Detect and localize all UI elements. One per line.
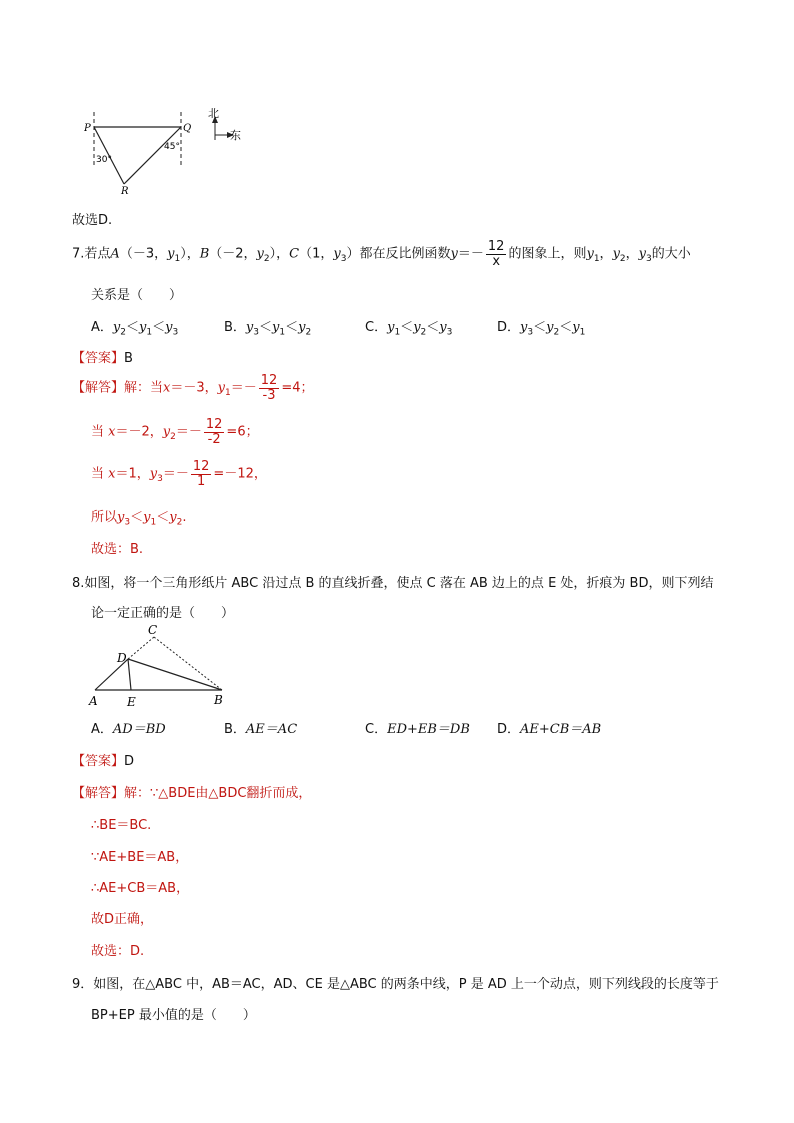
q7-stem-part2: 都在反比例函数 bbox=[359, 246, 451, 262]
q7-stem-line2: 关系是（ ） bbox=[91, 288, 183, 303]
q7-option-d: D．$y_3<y_2<y_1$ bbox=[497, 320, 586, 338]
q8-solution-line3: ∵AE+BE＝AB， bbox=[91, 850, 189, 865]
label-c: C bbox=[148, 623, 158, 637]
segment-de bbox=[128, 659, 131, 690]
q7-number: 7. bbox=[72, 246, 85, 262]
q7-option-b: B．$y_3<y_1<y_2$ bbox=[224, 320, 312, 338]
q7-stem-part1: 若点 bbox=[84, 246, 111, 262]
q7-answer bbox=[72, 347, 133, 366]
q7-stem-part3: 的图象上，则 bbox=[508, 246, 587, 262]
angle-right-label: 45° bbox=[164, 142, 180, 152]
label-r: R bbox=[121, 186, 129, 197]
label-q: Q bbox=[183, 123, 192, 134]
q7-solution-line2: 当 x＝－2，$y_2=-$ $\frac{12}{-2}$ =6； bbox=[91, 417, 259, 447]
q8-solution-line5: 故D正确， bbox=[91, 912, 154, 927]
q7-solution-line1: 【解答】解：当x＝－3，$y_1=-$ $\frac{12}{-3}$ =4； bbox=[72, 373, 314, 403]
label-p: P bbox=[84, 123, 91, 134]
east-label: 东 bbox=[230, 129, 241, 142]
segment-cb-dotted bbox=[154, 637, 222, 690]
q8-stem-text: 如图，将一个三角形纸片 ABC 沿过点 B 的直线折叠，使点 C 落在 AB 边上的点 E 处，折痕为 BD，则下列结 bbox=[84, 576, 714, 591]
q8-option-b: B．AE＝AC bbox=[224, 722, 298, 737]
q9-stem-text: 如图，在△ABC 中，AB＝AC，AD、CE 是△ABC 的两条中线，P 是 AD 上一个动点，则下列线段的长度等于 bbox=[93, 977, 719, 992]
prev-choose: 故选D. bbox=[72, 213, 113, 228]
q8-option-c: C．ED+EB＝DB bbox=[365, 722, 470, 737]
q8-solution-line4: ∴AE+CB＝AB， bbox=[91, 881, 190, 896]
q7-stem-line1: 7.若点A（－3，$y_1$），B（－2，$y_2$），C（1，$y_3$）都在反比例函数y＝－ $\frac{12}{x}$ 的图象上，则$y_1$，$y_2$，$y_3$的大小 bbox=[72, 239, 691, 269]
q9-number: 9． bbox=[72, 977, 94, 992]
north-label: 北 bbox=[208, 107, 219, 120]
label-b: B bbox=[214, 693, 223, 707]
figure-triangle-abc bbox=[86, 622, 236, 710]
q8-option-a: A．AD＝BD bbox=[91, 722, 166, 737]
q7-solution-line3: 当 x＝1，$y_3=-$ $\frac{12}{1}$ =－12， bbox=[91, 459, 267, 489]
q7-option-a: A．$y_2<y_1<y_3$ bbox=[91, 320, 179, 338]
q8-option-d: D．AE+CB＝AB bbox=[497, 722, 602, 737]
label-e: E bbox=[127, 695, 136, 709]
q8-number: 8. bbox=[72, 576, 85, 591]
answer-tag: 【答案】 bbox=[72, 754, 125, 769]
q9-stem-line2: BP+EP 最小值的是（ ） bbox=[91, 1008, 256, 1023]
q8-solution-line6: 故选：D. bbox=[91, 944, 145, 959]
q9-stem-line1 bbox=[72, 973, 719, 992]
q7-solution-so: 所以$y_3<y_1<y_2$. bbox=[91, 510, 187, 528]
q7-function-fraction: $\frac{12}{x}$ bbox=[487, 239, 505, 269]
q8-stem-line1 bbox=[72, 572, 713, 591]
solution-tag: 【解答】 bbox=[72, 380, 125, 396]
q7-solution-choose: 故选：B. bbox=[91, 542, 144, 557]
label-a: A bbox=[89, 694, 98, 708]
answer-value: D bbox=[124, 754, 135, 769]
q8-answer bbox=[72, 750, 134, 769]
label-d: D bbox=[117, 651, 127, 665]
q7-stem-part4: 的大小 bbox=[651, 246, 691, 262]
solution-tag: 【解答】 bbox=[72, 786, 125, 801]
segment-qr bbox=[124, 127, 181, 184]
q7-option-c: C．$y_1<y_2<y_3$ bbox=[365, 320, 453, 338]
segment-dc-dotted bbox=[128, 637, 154, 659]
figure-pqr bbox=[84, 104, 254, 199]
q8-solution-line2: ∴BE＝BC. bbox=[91, 818, 152, 833]
angle-left-label: 30° bbox=[96, 155, 112, 165]
q8-stem-line2: 论一定正确的是（ ） bbox=[91, 606, 235, 621]
q8-solution-line1: 【解答】解：∵△BDE由△BDC翻折而成， bbox=[72, 786, 312, 801]
answer-value: B bbox=[124, 351, 133, 366]
segment-db bbox=[128, 659, 222, 690]
answer-tag: 【答案】 bbox=[72, 351, 125, 366]
